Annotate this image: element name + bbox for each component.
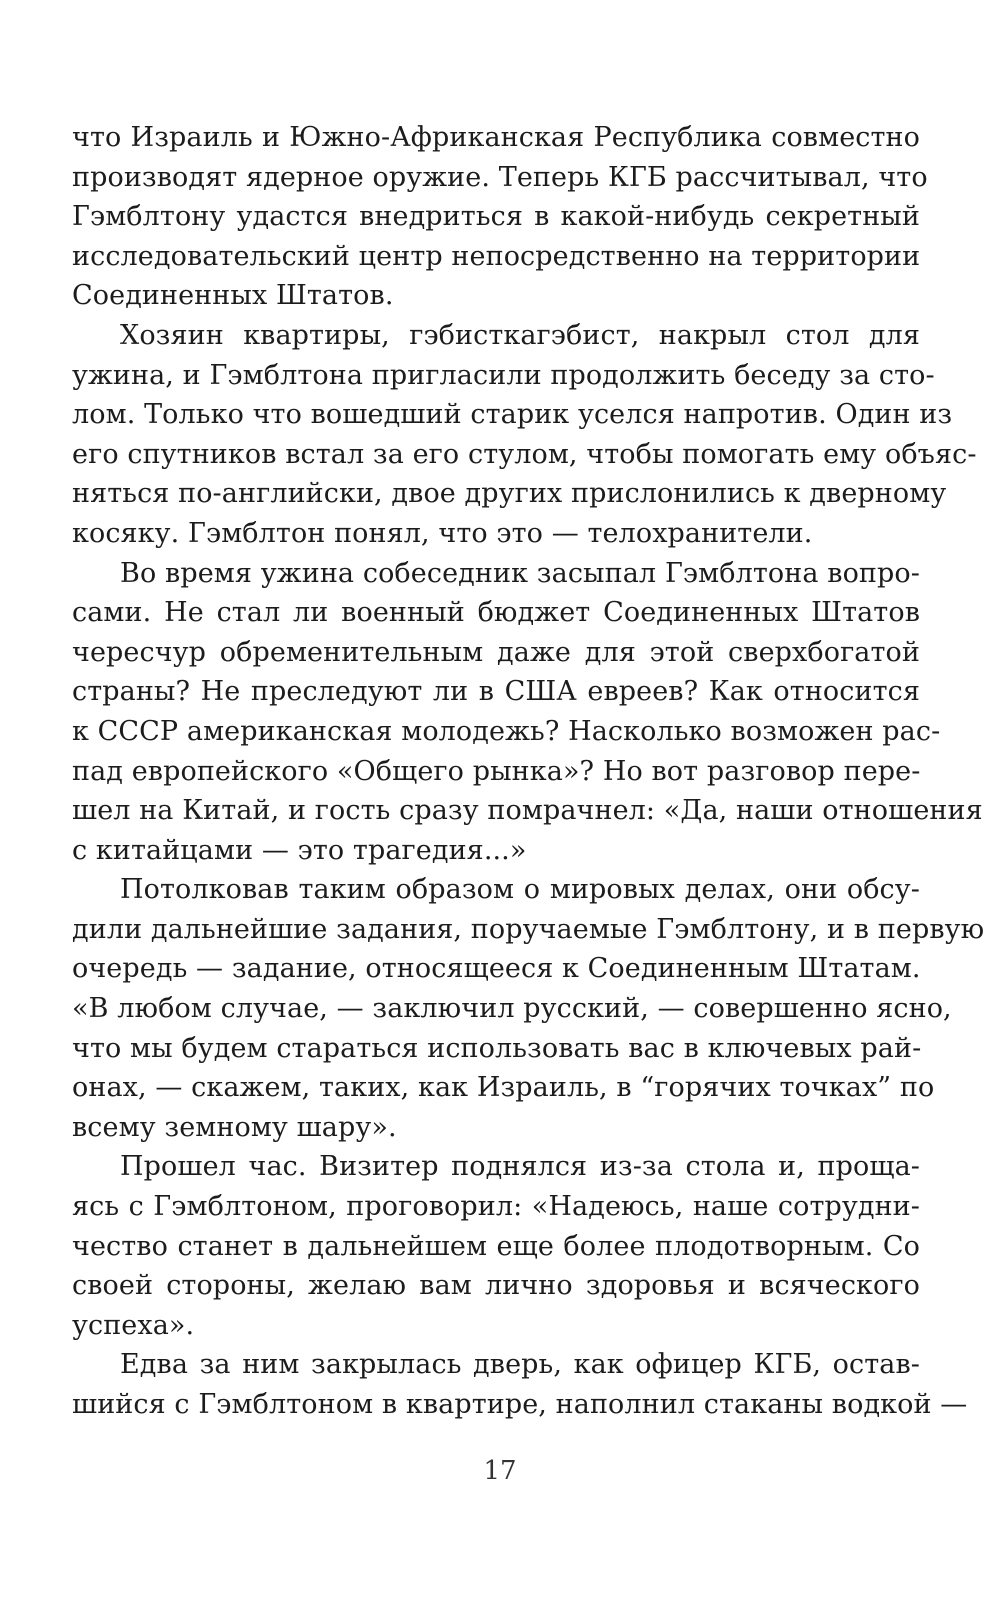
text-line: «В любом случае, — заключил русский, — совершенно ясно, (72, 993, 952, 1025)
text-line: что Израиль и Южно-Африканская Республика совместно (72, 122, 920, 153)
text-line: шийся с Гэмблтоном в квартире, наполнил стаканы водкой — (72, 1389, 968, 1420)
paragraph-first-line: Во время ужина собеседник засыпал Гэмблтона вопро- (120, 557, 920, 589)
text-line: с китайцами — это трагедия...» (72, 834, 527, 866)
paragraph-first-line: Прошел час. Визитер поднялся из-за стола и, проща- (120, 1151, 920, 1183)
text-line: всему земному шару». (72, 1111, 397, 1143)
text-line: онах, — скажем, таких, как Израиль, в “горячих точках” по (72, 1072, 935, 1104)
text-line: Соединенных Штатов. (72, 280, 394, 312)
text-line: что мы будем стараться использовать вас в ключевых рай- (72, 1032, 922, 1064)
text-line: дили дальнейшие задания, поручаемые Гэмблтону, и в первую (72, 913, 985, 945)
text-line: сами. Не стал ли военный бюджет Соединенных Штатов (72, 597, 920, 629)
text-line: очередь — задание, относящееся к Соединенным Штатам. (72, 953, 921, 985)
text-line: его спутников встал за его стулом, чтобы помогать ему объяс- (72, 438, 977, 470)
text-line: косяку. Гэмблтон понял, что это — телохранители. (72, 517, 813, 549)
text-line: ужина, и Гэмблтона пригласили продолжить беседу за сто- (72, 359, 935, 391)
text-line: к СССР американская молодежь? Насколько возможен рас- (72, 715, 941, 747)
text-line: Гэмблтону удастся внедриться в какой-нибудь секретный (72, 201, 920, 233)
text-line: шел на Китай, и гость сразу помрачнел: «Да, наши отношения (72, 795, 983, 827)
page-number: 17 (483, 1456, 517, 1486)
text-line: няться по-английски, двое других прислонились к дверному (72, 478, 947, 510)
text-line: пад европейского «Общего рынка»? Но вот разговор пере- (72, 755, 921, 787)
body-text (72, 118, 985, 1425)
text-line: лом. Только что вошедший старик уселся напротив. Один из (72, 399, 953, 431)
paragraph-first-line: Хозяин квартиры, гэбисткагэбист, накрыл стол для (120, 319, 920, 351)
text-line: чересчур обременительным даже для этой сверхбогатой (72, 636, 920, 668)
text-line: производят ядерное оружие. Теперь КГБ рассчитывал, что (72, 161, 928, 193)
text-line: своей стороны, желаю вам лично здоровья и всяческого (72, 1270, 920, 1302)
text-line: ясь с Гэмблтоном, проговорил: «Надеюсь, наше сотрудни- (72, 1191, 920, 1223)
paragraph-first-line: Потолковав таким образом о мировых делах, они обсу- (120, 874, 920, 906)
text-line: успеха». (72, 1309, 195, 1341)
text-line: чество станет в дальнейшем еще более плодотворным. Со (72, 1230, 920, 1262)
paragraph-first-line: Едва за ним закрылась дверь, как офицер КГБ, остав- (120, 1349, 920, 1381)
text-line: страны? Не преследуют ли в США евреев? Как относится (72, 676, 920, 708)
text-line: исследовательский центр непосредственно на территории (72, 240, 921, 272)
